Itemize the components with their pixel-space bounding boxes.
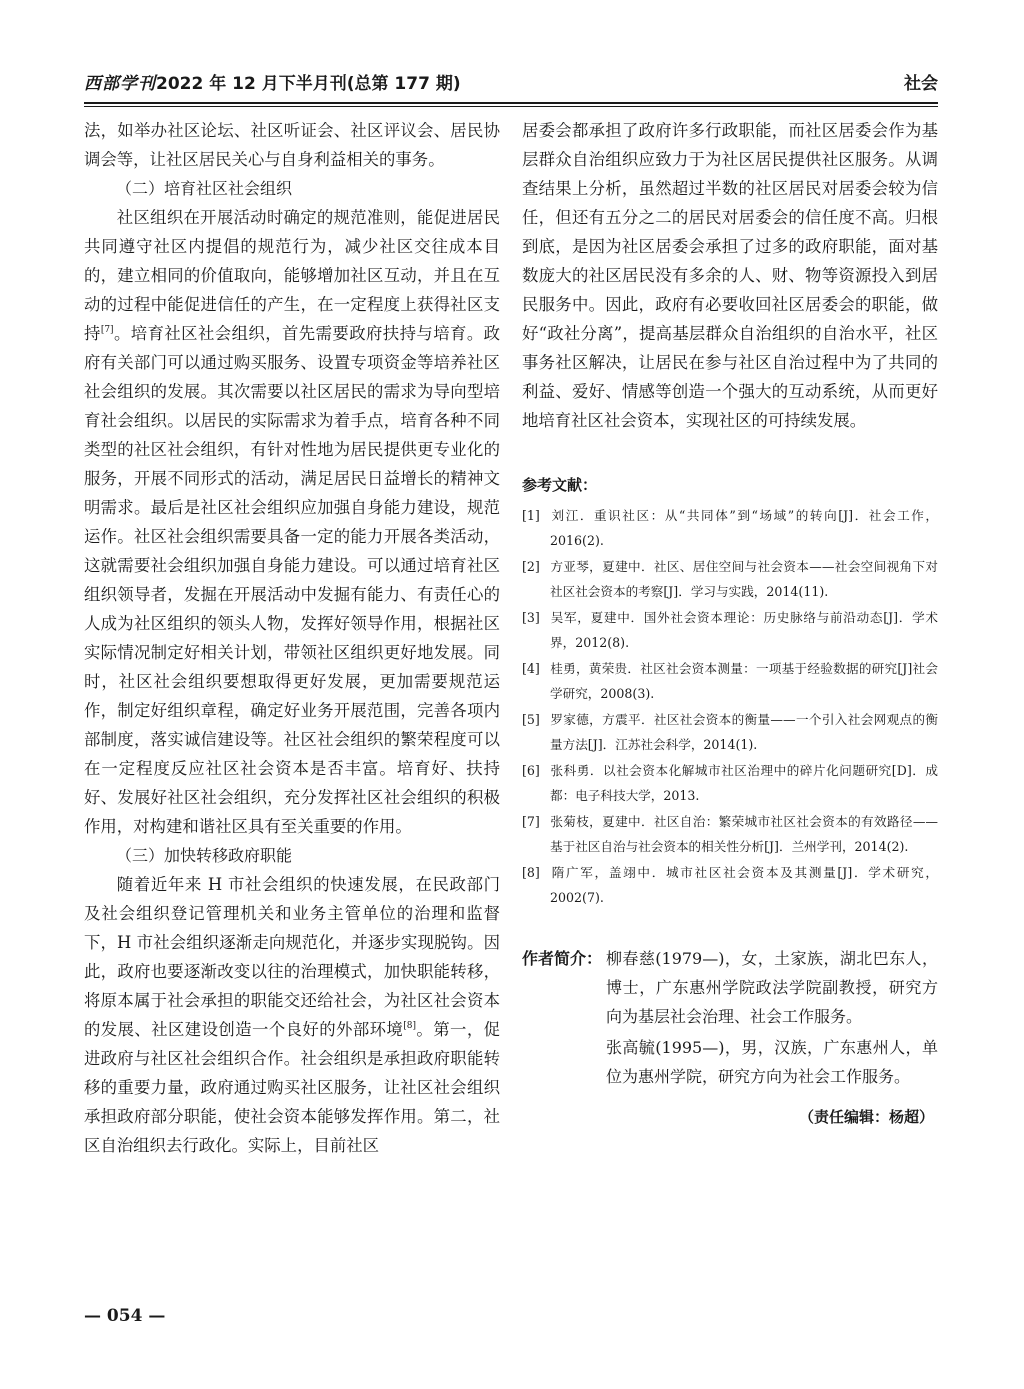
section-heading: （三）加快转移政府职能	[116, 846, 293, 865]
paragraph: 居委会都承担了政府许多行政职能，而社区居委会作为基层群众自治组织应致力于为社区居民提供社区服务。从调查结果上分析，虽然超过半数的社区居民对居委会较为信任，但还有五分之二的居民对居委会的信任度不高。归根到底，是因为社区居委会承担了过多的政府职能，面对基数庞大的社区居民没有多余的人、财、物等资源投入到居民服务中。因此，政府有必要收回社区居委会的职能，做好“政社分离”，提高基层群众自治组织的自治水平，社区事务社区解决，让居民在参与社区自治过程中为了共同的利益、爱好、情感等创造一个强大的互动系统，从而更好地培育社区社会资本，实现社区的可持续发展。	[522, 121, 938, 430]
reference-item	[522, 707, 938, 757]
reference-item	[522, 656, 938, 706]
reference-text: 隋广军，盖翊中．城市社区社会资本及其测量[J]．学术研究，2002(7).	[550, 865, 938, 905]
paragraph-text: 随着近年来 H 市社会组织的快速发展，在民政部门及社会组织登记管理机关和业务主管单位的治理和监督下，H 市社会组织逐渐走向规范化，并逐步实现脱钩。因此，政府也要逐渐改变以往的治理模式，加快职能转移，将原本属于社会承担的职能交还给社会，为社区社会资本的发展、社区建设创造一个良好的外部环境	[84, 875, 500, 1039]
reference-text: 方亚琴，夏建中．社区、居住空间与社会资本——社会空间视角下对社区社会资本的考察[J]．学习与实践，2014(11).	[550, 559, 938, 599]
reference-text: 桂勇，黄荣贵．社区社会资本测量：一项基于经验数据的研究[J]社会学研究，2008(3).	[550, 661, 938, 701]
responsible-editor: （责任编辑：杨超）	[798, 1108, 934, 1126]
reference-text: 张菊枝，夏建中．社区自治：繁荣城市社区社会资本的有效路径——基于社区自治与社会资本的相关性分析[J]．兰州学刊，2014(2).	[550, 814, 938, 854]
paragraph-text: 社区组织在开展活动时确定的规范准则，能促进居民共同遵守社区内提倡的规范行为，减少社区交往成本目的，建立相同的价值取向，能够增加社区互动，并且在互动的过程中能促进信任的产生，在一定程度上获得社区支持	[84, 208, 500, 343]
references-title: 参考文献：	[522, 476, 598, 494]
paragraph	[84, 203, 500, 841]
section-label: 社会	[904, 74, 938, 94]
references-list	[522, 503, 938, 910]
reference-number: [5]	[522, 712, 540, 727]
header-rule	[84, 102, 938, 104]
page-number: — 054 —	[84, 1306, 166, 1326]
reference-number: [7]	[522, 814, 540, 829]
paragraph-text: 。第一，促进政府与社区社会组织合作。社会组织是承担政府职能转移的重要力量，政府通过购买社区服务，让社区社会组织承担政府部分职能，使社会资本能够发挥作用。第二，社区自治组织去行政化。实际上，目前社区	[84, 1020, 501, 1155]
author-info	[522, 944, 938, 1091]
section-heading: （二）培育社区社会组织	[116, 179, 293, 198]
reference-item	[522, 758, 938, 808]
reference-number: [1]	[522, 508, 540, 523]
reference-item	[522, 809, 938, 859]
reference-item	[522, 605, 938, 655]
reference-item	[522, 503, 938, 553]
issue-info: 2022 年 12 月下半月刊(总第 177 期)	[156, 74, 461, 94]
reference-number: [8]	[522, 865, 540, 880]
reference-item	[522, 860, 938, 910]
author-label: 作者简介：	[522, 949, 603, 968]
reference-number: [2]	[522, 559, 540, 574]
author-bio: 柳春慈(1979—)，女，土家族，湖北巴东人，博士，广东惠州学院政法学院副教授，研究方向为基层社会治理、社会工作服务。	[606, 949, 938, 1026]
reference-text: 罗家德，方震平．社区社会资本的衡量——一个引入社会网观点的衡量方法[J]．江苏社会科学，2014(1).	[550, 712, 938, 752]
right-column	[522, 116, 938, 1129]
citation: [8]	[403, 1021, 416, 1031]
paragraph	[84, 870, 500, 1160]
citation: [7]	[100, 325, 114, 335]
reference-number: [3]	[522, 610, 540, 625]
reference-text: 刘江．重识社区：从“共同体”到“场域”的转向[J]．社会工作，2016(2).	[550, 508, 938, 548]
paragraph: 法，如举办社区论坛、社区听证会、社区评议会、居民协调会等，让社区居民关心与自身利益相关的事务。	[84, 121, 500, 169]
reference-text: 张科勇．以社会资本化解城市社区治理中的碎片化问题研究[D]．成都：电子科技大学，2013.	[550, 763, 938, 803]
reference-item	[522, 554, 938, 604]
author-bio: 张高毓(1995—)，男，汉族，广东惠州人，单位为惠州学院，研究方向为社会工作服务。	[606, 1038, 938, 1086]
left-column	[84, 116, 500, 1160]
journal-logo: 西部学刊	[84, 74, 156, 94]
reference-text: 吴军，夏建中．国外社会资本理论：历史脉络与前沿动态[J]．学术界，2012(8).	[550, 610, 938, 650]
paragraph-text: 。培育社区社会组织，首先需要政府扶持与培育。政府有关部门可以通过购买服务、设置专项资金等培养社区社会组织的发展。其次需要以社区居民的需求为导向型培育社会组织。以居民的实际需求为着手点，培育各种不同类型的社区社会组织，有针对性地为居民提供更专业化的服务，开展不同形式的活动，满足居民日益增长的精神文明需求。最后是社区社会组织应加强自身能力建设，规范运作。社区社会组织需要具备一定的能力开展各类活动，这就需要社会组织加强自身能力建设。可以通过培育社区组织领导者，发掘在开展活动中发掘有能力、有责任心的人成为社区组织的领头人物，发挥好领导作用，根据社区实际情况制定好相关计划，带领社区组织更好地发展。同时，社区社会组织要想取得更好发展，更加需要规范运作，制定好组织章程，确定好业务开展范围，完善各项内部制度，落实诚信建设等。社区社会组织的繁荣程度可以在一定程度反应社区社会资本是否丰富。培育好、扶持好、发展好社区社会组织，充分发挥社区社会组织的积极作用，对构建和谐社区具有至关重要的作用。	[84, 324, 501, 836]
journal-title	[84, 70, 461, 98]
reference-number: [4]	[522, 661, 540, 676]
reference-number: [6]	[522, 763, 540, 778]
header-rule-thin	[84, 106, 938, 107]
page-header	[84, 70, 938, 100]
